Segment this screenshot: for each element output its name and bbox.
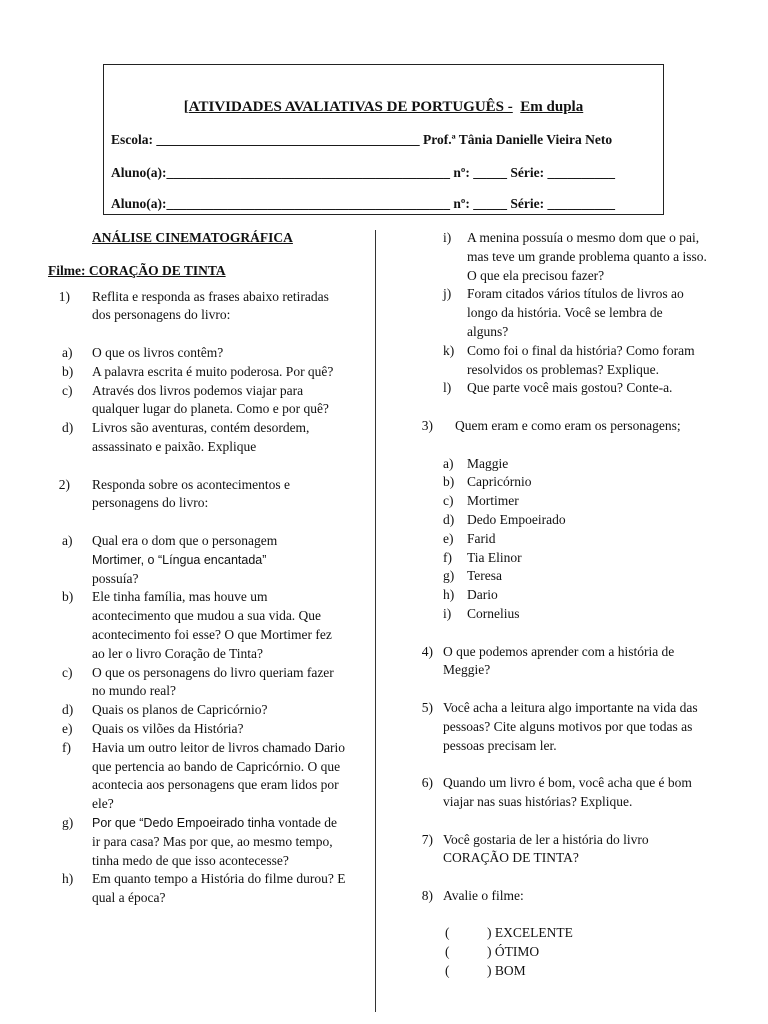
item-text: Quais os planos de Capricórnio? <box>92 702 268 718</box>
item-text: Como foi o final da história? Como foram resolvidos os problemas? Explique. <box>467 342 695 377</box>
item-label: b) <box>62 363 74 379</box>
item-text: Quais os vilões da História? <box>92 720 244 736</box>
item-label: d) <box>443 511 455 527</box>
item-label: k) <box>443 342 455 358</box>
list-item <box>443 530 707 549</box>
option-label: ) ÓTIMO <box>487 944 540 960</box>
list-item <box>443 586 707 605</box>
item-label: c) <box>62 664 73 680</box>
checkbox-paren: ( <box>445 963 450 979</box>
item-text: Capricórnio <box>467 474 532 490</box>
question-number: 6) <box>421 775 433 791</box>
item-text: Através dos livros podemos viajar para qualquer lugar do planeta. Como e por quê? <box>92 382 329 417</box>
list-item <box>443 567 707 586</box>
item-text: A menina possuía o mesmo dom que o pai, mas teve um grande problema quanto a isso. O que ela precisou fazer? <box>467 230 707 283</box>
item-text: Mortimer <box>467 493 519 509</box>
list-item <box>443 455 707 474</box>
question-number: 8) <box>421 887 433 903</box>
question-5 <box>417 699 707 755</box>
item-label: c) <box>443 493 454 509</box>
list-item <box>62 814 348 870</box>
question-6 <box>417 774 707 812</box>
rating-option-great[interactable] <box>445 943 707 962</box>
rating-option-good[interactable] <box>445 962 707 981</box>
item-text: Havia um outro leitor de livros chamado Dario que pertencia ao bando de Capricórnio. O que acontecia aos personagens que eram lidos por ele? <box>92 739 346 812</box>
question-text: Você gostaria de ler a história do livro CORAÇÃO DE TINTA? <box>443 831 649 866</box>
item-text <box>92 532 348 588</box>
student-line-1: Aluno(a):__________________________________________ nº: _____ Série: __________ <box>111 165 615 180</box>
column-divider <box>375 230 376 1012</box>
list-item <box>62 419 348 457</box>
item-text: Maggie <box>467 455 509 471</box>
item-text: Farid <box>467 530 496 546</box>
title-bracket: [ <box>183 99 189 115</box>
item-text: Livros são aventuras, contém desordem, assassinato e paixão. Explique <box>92 420 310 454</box>
item-text-line: possuía? <box>92 570 139 586</box>
item-text: Ele tinha família, mas houve um acontecimento que mudou a sua vida. Que acontecimento foi esse? O que Mortimer fez ao ler o livro Coração de Tinta? <box>92 589 332 661</box>
list-item <box>62 344 348 363</box>
item-label: a) <box>62 532 73 548</box>
item-text-line: Qual era o dom que o personagem <box>92 532 278 548</box>
item-label: h) <box>443 587 455 603</box>
question-2 <box>48 476 348 514</box>
item-label: h) <box>62 871 74 887</box>
question-number: 5) <box>421 699 433 715</box>
list-item <box>443 379 707 398</box>
question-text: Reflita e responda as frases abaixo retiradas dos personagens do livro: <box>92 288 329 323</box>
item-label: e) <box>62 720 73 736</box>
film-label: Filme: CORAÇÃO DE TINTA <box>48 262 226 278</box>
item-text: Tia Elinor <box>467 549 522 565</box>
list-item <box>443 605 707 624</box>
list-item <box>443 229 707 285</box>
question-text: Quando um livro é bom, você acha que é bom viajar nas suas histórias? Explique. <box>443 775 692 809</box>
item-label: i) <box>443 605 452 621</box>
list-item <box>62 664 348 702</box>
question-number: 4) <box>421 643 433 659</box>
list-item <box>62 701 348 720</box>
item-label: l) <box>443 380 452 396</box>
item-label: j) <box>443 286 452 302</box>
item-text: Foram citados vários títulos de livros ao longo da história. Você se lembra de alguns? <box>467 286 684 339</box>
option-label: ) BOM <box>487 963 526 979</box>
section-title: ANÁLISE CINEMATOGRÁFICA <box>92 230 293 245</box>
list-item <box>443 285 707 341</box>
title-main: ATIVIDADES AVALIATIVAS DE PORTUGUÊS - <box>188 99 513 115</box>
list-item <box>443 492 707 511</box>
question-text: Você acha a leitura algo importante na vida das pessoas? Cite alguns motivos por que todas as pessoas precisam ler. <box>443 699 698 753</box>
question-number: 2) <box>58 476 70 492</box>
rating-option-excellent[interactable] <box>445 924 707 943</box>
question-3 <box>417 417 707 436</box>
item-text-line: Por que “Dedo Empoeirado tinha <box>92 815 275 830</box>
item-text: Que parte você mais gostou? Conte-a. <box>467 380 673 396</box>
item-label: d) <box>62 702 74 718</box>
list-item <box>443 549 707 568</box>
question-number: 7) <box>421 831 433 847</box>
list-item <box>62 532 348 588</box>
item-text: Teresa <box>467 568 503 584</box>
list-item <box>62 363 348 382</box>
checkbox-paren: ( <box>445 925 450 941</box>
question-1 <box>48 288 348 326</box>
list-item <box>62 870 348 908</box>
item-text <box>92 814 348 870</box>
item-label: f) <box>62 739 71 755</box>
left-column <box>48 229 348 908</box>
item-label: d) <box>62 420 74 436</box>
question-text: Avalie o filme: <box>443 887 524 903</box>
student-line-2: Aluno(a):__________________________________________ nº: _____ Série: __________ <box>111 196 615 211</box>
item-text: Dario <box>467 587 498 603</box>
item-label: f) <box>443 549 452 565</box>
item-text: O que os personagens do livro queriam fazer no mundo real? <box>92 664 334 699</box>
item-label: b) <box>443 474 455 490</box>
item-text-line: vontade de ir para casa? Mas por que, ao mesmo tempo, tinha medo de que isso acontecesse? <box>92 814 337 868</box>
list-item <box>443 342 707 380</box>
question-text: Quem eram e como eram os personagens; <box>455 417 681 433</box>
item-label: g) <box>443 568 455 584</box>
item-text: O que os livros contêm? <box>92 344 224 360</box>
item-label: b) <box>62 589 74 605</box>
question-number: 1) <box>58 288 70 304</box>
option-label: ) EXCELENTE <box>487 925 573 941</box>
list-item <box>62 739 348 814</box>
question-8 <box>417 887 707 906</box>
list-item <box>443 511 707 530</box>
item-label: i) <box>443 230 452 245</box>
item-text: Dedo Empoeirado <box>467 511 566 527</box>
question-7 <box>417 831 707 869</box>
question-4 <box>417 643 707 681</box>
question-text: O que podemos aprender com a história de Meggie? <box>443 643 675 678</box>
page-title <box>104 99 663 116</box>
right-column <box>417 229 707 981</box>
list-item <box>443 473 707 492</box>
school-line: Escola: _______________________________________ Prof.ª Tânia Danielle Vieira Neto <box>111 132 613 147</box>
item-label: e) <box>443 530 454 546</box>
item-text: A palavra escrita é muito poderosa. Por quê? <box>92 363 334 379</box>
question-text: Responda sobre os acontecimentos e personagens do livro: <box>92 476 290 511</box>
item-label: c) <box>62 382 73 398</box>
item-text: Cornelius <box>467 605 520 621</box>
item-label: g) <box>62 814 74 830</box>
list-item <box>62 382 348 420</box>
question-number: 3) <box>421 417 433 433</box>
item-label: a) <box>443 455 454 471</box>
item-label: a) <box>62 344 73 360</box>
title-suffix: Em dupla <box>520 99 584 115</box>
header-box <box>103 64 664 215</box>
item-text-line: Mortimer, o “Língua encantada” <box>92 552 267 567</box>
item-text: Em quanto tempo a História do filme durou? E qual a época? <box>92 871 346 906</box>
list-item <box>62 720 348 739</box>
checkbox-paren: ( <box>445 944 450 960</box>
list-item <box>62 588 348 663</box>
